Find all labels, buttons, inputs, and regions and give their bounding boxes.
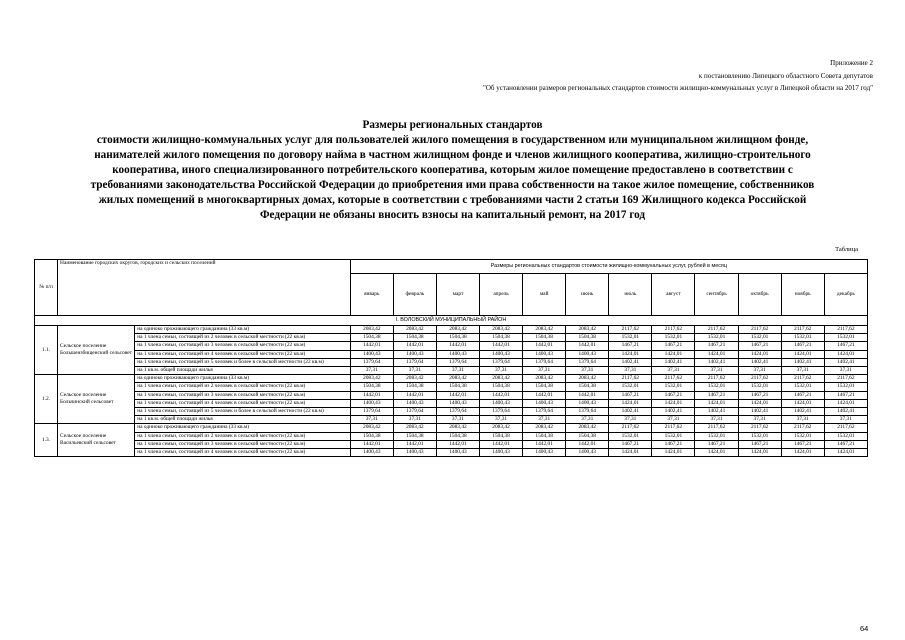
value-cell: 37,31 xyxy=(609,367,652,375)
value-cell: 37,31 xyxy=(350,367,393,375)
value-cell: 1400,43 xyxy=(436,399,479,407)
value-cell: 1400,43 xyxy=(566,350,609,358)
value-cell: 37,31 xyxy=(350,416,393,424)
row-number: 1.2. xyxy=(35,375,58,424)
value-cell: 1379,64 xyxy=(393,408,436,416)
title-line: жилых помещений в многоквартирных домах, которые в соответствии с требованиями части 2 статьи 169 Жилищного кодекса Российской xyxy=(98,194,807,206)
settlement-name: Сельское поселение Большеизбищенский сельсовет xyxy=(58,326,135,375)
value-cell: 1532,01 xyxy=(781,383,824,391)
value-cell: 1402,41 xyxy=(609,408,652,416)
value-cell: 1532,01 xyxy=(609,383,652,391)
value-cell: 1532,01 xyxy=(652,383,695,391)
value-cell: 1379,64 xyxy=(566,358,609,366)
month-header: январь xyxy=(350,274,393,316)
value-cell: 2083,42 xyxy=(350,375,393,383)
standard-description: на 1 кв.м. общей площади жилья xyxy=(135,416,351,424)
value-cell: 1532,01 xyxy=(781,334,824,342)
value-cell: 1400,43 xyxy=(480,399,523,407)
month-header: ноябрь xyxy=(781,274,824,316)
value-cell: 2083,42 xyxy=(566,375,609,383)
standard-description: на 1 члена семьи, состоящей из 3 человек в сельской местности (22 кв.м) xyxy=(135,391,351,399)
value-cell: 37,31 xyxy=(738,367,781,375)
value-cell: 1532,01 xyxy=(738,432,781,440)
header-row xyxy=(35,260,868,274)
title-line: Федерации не обязаны вносить взносы на капитальный ремонт, на 2017 год xyxy=(259,209,646,221)
value-cell: 1402,41 xyxy=(781,358,824,366)
value-cell: 1400,43 xyxy=(566,449,609,457)
value-cell: 1442,01 xyxy=(436,342,479,350)
value-cell: 2083,42 xyxy=(436,424,479,432)
value-cell: 37,31 xyxy=(781,416,824,424)
value-cell: 1379,64 xyxy=(566,408,609,416)
value-cell: 1400,43 xyxy=(523,399,566,407)
value-cell: 37,31 xyxy=(824,416,867,424)
value-cell: 1379,64 xyxy=(350,358,393,366)
value-cell: 2083,42 xyxy=(436,375,479,383)
header-name: Наименование городских округов, городских и сельских поселений xyxy=(58,260,351,316)
value-cell: 2117,62 xyxy=(609,326,652,334)
value-cell: 1442,01 xyxy=(350,391,393,399)
value-cell: 1504,38 xyxy=(566,432,609,440)
value-cell: 2117,62 xyxy=(781,375,824,383)
value-cell: 37,31 xyxy=(652,416,695,424)
value-cell: 1400,43 xyxy=(393,449,436,457)
table-row xyxy=(35,350,868,358)
value-cell: 1532,01 xyxy=(652,334,695,342)
table-row xyxy=(35,342,868,350)
value-cell: 1504,38 xyxy=(566,383,609,391)
appendix-header xyxy=(353,57,873,95)
table-row xyxy=(35,399,868,407)
value-cell: 1442,01 xyxy=(393,342,436,350)
value-cell: 1400,43 xyxy=(480,449,523,457)
value-cell: 1402,41 xyxy=(695,358,738,366)
value-cell: 1442,01 xyxy=(350,440,393,448)
title-line: требованиями законодательства Российской Федерации до приобретения ими права собственности на такое жилое помещение, собственников xyxy=(90,179,815,191)
page-number: 64 xyxy=(860,624,869,633)
value-cell: 1504,38 xyxy=(480,383,523,391)
value-cell: 1532,01 xyxy=(738,383,781,391)
value-cell: 1467,21 xyxy=(738,440,781,448)
table-row xyxy=(35,449,868,457)
value-cell: 1442,01 xyxy=(350,342,393,350)
value-cell: 1532,01 xyxy=(695,383,738,391)
value-cell: 1504,38 xyxy=(436,334,479,342)
standard-description: на 1 члена семьи, состоящей из 3 человек в сельской местности (22 кв.м) xyxy=(135,342,351,350)
value-cell: 1379,64 xyxy=(480,358,523,366)
value-cell: 1402,41 xyxy=(609,358,652,366)
value-cell: 2083,42 xyxy=(480,424,523,432)
month-header: август xyxy=(652,274,695,316)
value-cell: 37,31 xyxy=(738,416,781,424)
value-cell: 1442,01 xyxy=(436,391,479,399)
value-cell: 1504,38 xyxy=(393,432,436,440)
value-cell: 1424,01 xyxy=(652,399,695,407)
standard-description: на одиноко проживающего гражданина (33 кв.м) xyxy=(135,375,351,383)
value-cell: 1504,38 xyxy=(480,334,523,342)
appendix-decree-name: "Об установлении размеров региональных стандартов стоимости жилищно-коммунальных услуг в Липецкой области на 2017 год" xyxy=(483,84,873,92)
value-cell: 1467,21 xyxy=(738,342,781,350)
value-cell: 1402,41 xyxy=(824,358,867,366)
value-cell: 2117,62 xyxy=(609,424,652,432)
value-cell: 1532,01 xyxy=(781,432,824,440)
value-cell: 1467,21 xyxy=(609,391,652,399)
value-cell: 1467,21 xyxy=(781,342,824,350)
value-cell: 1504,38 xyxy=(523,432,566,440)
value-cell: 37,31 xyxy=(480,416,523,424)
value-cell: 1400,43 xyxy=(436,350,479,358)
value-cell: 37,31 xyxy=(436,367,479,375)
standard-description: на 1 члена семьи, состоящей из 3 человек в сельской местности (22 кв.м) xyxy=(135,440,351,448)
value-cell: 1424,01 xyxy=(781,350,824,358)
value-cell: 2117,62 xyxy=(738,424,781,432)
value-cell: 1379,64 xyxy=(436,358,479,366)
value-cell: 1504,38 xyxy=(436,383,479,391)
value-cell: 1402,41 xyxy=(652,358,695,366)
value-cell: 2083,42 xyxy=(566,424,609,432)
settlement-name: Сельское поселение Васильевский сельсовет xyxy=(58,424,135,457)
value-cell: 2117,62 xyxy=(609,375,652,383)
value-cell: 2083,42 xyxy=(393,326,436,334)
value-cell: 1379,64 xyxy=(350,408,393,416)
value-cell: 1467,21 xyxy=(652,391,695,399)
value-cell: 37,31 xyxy=(566,416,609,424)
value-cell: 1442,01 xyxy=(523,440,566,448)
value-cell: 1424,01 xyxy=(609,449,652,457)
value-cell: 1504,38 xyxy=(436,432,479,440)
value-cell: 2117,62 xyxy=(824,375,867,383)
value-cell: 1400,43 xyxy=(566,399,609,407)
value-cell: 2083,42 xyxy=(523,424,566,432)
value-cell: 1504,38 xyxy=(350,432,393,440)
value-cell: 1424,01 xyxy=(738,449,781,457)
value-cell: 1400,43 xyxy=(393,350,436,358)
title-line: нанимателей жилого помещения по договору найма в частном жилищном фонде и членов жилищного кооператива, жилищно-строительного xyxy=(94,149,811,161)
standard-description: на 1 члена семьи, состоящей из 4 человек в сельской местности (22 кв.м) xyxy=(135,399,351,407)
value-cell: 1424,01 xyxy=(824,449,867,457)
value-cell: 1402,41 xyxy=(695,408,738,416)
value-cell: 1442,01 xyxy=(393,391,436,399)
value-cell: 1442,01 xyxy=(480,342,523,350)
header-number: № п/п xyxy=(35,260,58,316)
value-cell: 1400,43 xyxy=(350,350,393,358)
value-cell: 37,31 xyxy=(436,416,479,424)
table-label: Таблица xyxy=(835,246,858,253)
value-cell: 1467,21 xyxy=(652,342,695,350)
value-cell: 1379,64 xyxy=(393,358,436,366)
value-cell: 1442,01 xyxy=(480,391,523,399)
title-line: стоимости жилищно-коммунальных услуг для пользователей жилого помещения в государственном или муниципальном жилищном фонде, xyxy=(96,134,809,146)
standard-description: на одиноко проживающего гражданина (33 кв.м) xyxy=(135,424,351,432)
document-title xyxy=(30,118,875,223)
value-cell: 1442,01 xyxy=(566,391,609,399)
value-cell: 1424,01 xyxy=(652,350,695,358)
value-cell: 1400,43 xyxy=(523,350,566,358)
standard-description: на 1 члена семьи, состоящей из 2 человек в сельской местности (22 кв.м) xyxy=(135,383,351,391)
value-cell: 1532,01 xyxy=(695,432,738,440)
value-cell: 1504,38 xyxy=(566,334,609,342)
value-cell: 2117,62 xyxy=(695,326,738,334)
value-cell: 1442,01 xyxy=(523,342,566,350)
value-cell: 1442,01 xyxy=(480,440,523,448)
value-cell: 1532,01 xyxy=(695,334,738,342)
value-cell: 1424,01 xyxy=(824,399,867,407)
value-cell: 2083,42 xyxy=(350,424,393,432)
value-cell: 1402,41 xyxy=(738,408,781,416)
month-header: май xyxy=(523,274,566,316)
value-cell: 1379,64 xyxy=(523,358,566,366)
month-header: сентябрь xyxy=(695,274,738,316)
table-row xyxy=(35,383,868,391)
value-cell: 1532,01 xyxy=(738,334,781,342)
value-cell: 1467,21 xyxy=(824,391,867,399)
value-cell: 1504,38 xyxy=(350,334,393,342)
row-number: 1.1. xyxy=(35,326,58,375)
value-cell: 1442,01 xyxy=(436,440,479,448)
value-cell: 2083,42 xyxy=(480,326,523,334)
value-cell: 1400,43 xyxy=(480,350,523,358)
value-cell: 1532,01 xyxy=(609,432,652,440)
value-cell: 1442,01 xyxy=(566,440,609,448)
table-row xyxy=(35,440,868,448)
value-cell: 1532,01 xyxy=(609,334,652,342)
value-cell: 2083,42 xyxy=(393,424,436,432)
value-cell: 2083,42 xyxy=(523,326,566,334)
value-cell: 1467,21 xyxy=(695,342,738,350)
value-cell: 1467,21 xyxy=(609,342,652,350)
table-row xyxy=(35,334,868,342)
month-header: октябрь xyxy=(738,274,781,316)
title-line: Размеры региональных стандартов xyxy=(362,119,543,131)
value-cell: 1467,21 xyxy=(695,440,738,448)
appendix-decree: к постановлению Липецкого областного Совета депутатов xyxy=(698,71,873,80)
value-cell: 1424,01 xyxy=(695,350,738,358)
value-cell: 1442,01 xyxy=(523,391,566,399)
month-header: декабрь xyxy=(824,274,867,316)
value-cell: 1402,41 xyxy=(738,358,781,366)
value-cell: 37,31 xyxy=(609,416,652,424)
standard-description: на 1 члена семьи, состоящей из 4 человек в сельской местности (22 кв.м) xyxy=(135,350,351,358)
month-header: июль xyxy=(609,274,652,316)
table-row xyxy=(35,391,868,399)
value-cell: 1467,21 xyxy=(652,440,695,448)
value-cell: 2117,62 xyxy=(824,326,867,334)
value-cell: 1467,21 xyxy=(738,391,781,399)
standard-description: на 1 члена семьи, состоящей из 2 человек в сельской местности (22 кв.м) xyxy=(135,334,351,342)
value-cell: 2117,62 xyxy=(695,375,738,383)
value-cell: 1424,01 xyxy=(738,399,781,407)
value-cell: 1442,01 xyxy=(393,440,436,448)
table-row xyxy=(35,326,868,334)
value-cell: 1400,43 xyxy=(350,449,393,457)
standard-description: на 1 члена семьи, состоящей из 4 человек в сельской местности (22 кв.м) xyxy=(135,449,351,457)
value-cell: 1532,01 xyxy=(652,432,695,440)
value-cell: 1424,01 xyxy=(738,350,781,358)
region-row xyxy=(35,316,868,326)
value-cell: 2117,62 xyxy=(824,424,867,432)
value-cell: 1424,01 xyxy=(824,350,867,358)
value-cell: 1402,41 xyxy=(652,408,695,416)
table-row xyxy=(35,358,868,366)
title-line: кооператива, иного специализированного потребительского кооператива, которым жилое помещение предоставлено в соответствии с xyxy=(112,164,793,176)
value-cell: 2083,42 xyxy=(350,326,393,334)
value-cell: 37,31 xyxy=(480,367,523,375)
table-row xyxy=(35,408,868,416)
value-cell: 1442,01 xyxy=(566,342,609,350)
table-row xyxy=(35,367,868,375)
value-cell: 37,31 xyxy=(824,367,867,375)
settlement-name: Сельское поселение Больчинский сельсовет xyxy=(58,375,135,424)
table-row xyxy=(35,416,868,424)
table-row xyxy=(35,375,868,383)
value-cell: 2117,62 xyxy=(695,424,738,432)
month-header: июнь xyxy=(566,274,609,316)
value-cell: 1504,38 xyxy=(523,334,566,342)
value-cell: 1424,01 xyxy=(609,399,652,407)
value-cell: 1504,38 xyxy=(480,432,523,440)
value-cell: 1504,38 xyxy=(393,383,436,391)
standard-description: на 1 члена семьи, состоящей из 5 человек и более в сельской местности (22 кв.м) xyxy=(135,408,351,416)
value-cell: 1424,01 xyxy=(609,350,652,358)
table-row xyxy=(35,424,868,432)
value-cell: 1379,64 xyxy=(480,408,523,416)
value-cell: 2117,62 xyxy=(652,375,695,383)
value-cell: 1402,41 xyxy=(781,408,824,416)
value-cell: 2083,42 xyxy=(480,375,523,383)
value-cell: 1379,64 xyxy=(523,408,566,416)
value-cell: 1400,43 xyxy=(523,449,566,457)
month-header: февраль xyxy=(393,274,436,316)
standard-description: на одиноко проживающего гражданина (33 кв.м) xyxy=(135,326,351,334)
value-cell: 1424,01 xyxy=(695,399,738,407)
value-cell: 2117,62 xyxy=(738,375,781,383)
value-cell: 2117,62 xyxy=(652,326,695,334)
value-cell: 1467,21 xyxy=(695,391,738,399)
value-cell: 2083,42 xyxy=(436,326,479,334)
month-header: апрель xyxy=(480,274,523,316)
value-cell: 2117,62 xyxy=(781,424,824,432)
value-cell: 1402,41 xyxy=(824,408,867,416)
value-cell: 1532,01 xyxy=(824,383,867,391)
row-number: 1.3. xyxy=(35,424,58,457)
value-cell: 37,31 xyxy=(695,416,738,424)
value-cell: 1467,21 xyxy=(781,440,824,448)
value-cell: 1379,64 xyxy=(436,408,479,416)
value-cell: 1467,21 xyxy=(824,440,867,448)
value-cell: 2117,62 xyxy=(652,424,695,432)
value-cell: 1532,01 xyxy=(824,334,867,342)
value-cell: 1400,43 xyxy=(436,449,479,457)
value-cell: 37,31 xyxy=(523,367,566,375)
appendix-title: Приложение 2 xyxy=(830,59,873,67)
standards-table xyxy=(34,259,868,457)
value-cell: 1400,43 xyxy=(393,399,436,407)
value-cell: 2083,42 xyxy=(566,326,609,334)
table-row xyxy=(35,432,868,440)
value-cell: 2117,62 xyxy=(738,326,781,334)
value-cell: 37,31 xyxy=(393,367,436,375)
value-cell: 1467,21 xyxy=(781,391,824,399)
value-cell: 1504,38 xyxy=(523,383,566,391)
value-cell: 1424,01 xyxy=(695,449,738,457)
region-title: I. ВОЛОВСКИЙ МУНИЦИПАЛЬНЫЙ РАЙОН xyxy=(35,316,868,326)
standard-description: на 1 кв.м. общей площади жилья xyxy=(135,367,351,375)
value-cell: 37,31 xyxy=(652,367,695,375)
standard-description: на 1 члена семьи, состоящей из 2 человек в сельской местности (22 кв.м) xyxy=(135,432,351,440)
value-cell: 1424,01 xyxy=(781,399,824,407)
value-cell: 2083,42 xyxy=(523,375,566,383)
value-cell: 1532,01 xyxy=(824,432,867,440)
value-cell: 1504,38 xyxy=(350,383,393,391)
value-cell: 1424,01 xyxy=(781,449,824,457)
value-cell: 2117,62 xyxy=(781,326,824,334)
value-cell: 1467,21 xyxy=(609,440,652,448)
value-cell: 1467,21 xyxy=(824,342,867,350)
standard-description: на 1 члена семьи, состоящей из 5 человек и более в сельской местности (22 кв.м) xyxy=(135,358,351,366)
value-cell: 1424,01 xyxy=(652,449,695,457)
value-cell: 37,31 xyxy=(695,367,738,375)
value-cell: 37,31 xyxy=(523,416,566,424)
month-header: март xyxy=(436,274,479,316)
value-cell: 2083,42 xyxy=(393,375,436,383)
value-cell: 37,31 xyxy=(781,367,824,375)
value-cell: 37,31 xyxy=(566,367,609,375)
value-cell: 1400,43 xyxy=(350,399,393,407)
header-caption: Размеры региональных стандартов стоимости жилищно-коммунальных услуг, рублей в месяц xyxy=(350,260,867,274)
value-cell: 1504,38 xyxy=(393,334,436,342)
value-cell: 37,31 xyxy=(393,416,436,424)
